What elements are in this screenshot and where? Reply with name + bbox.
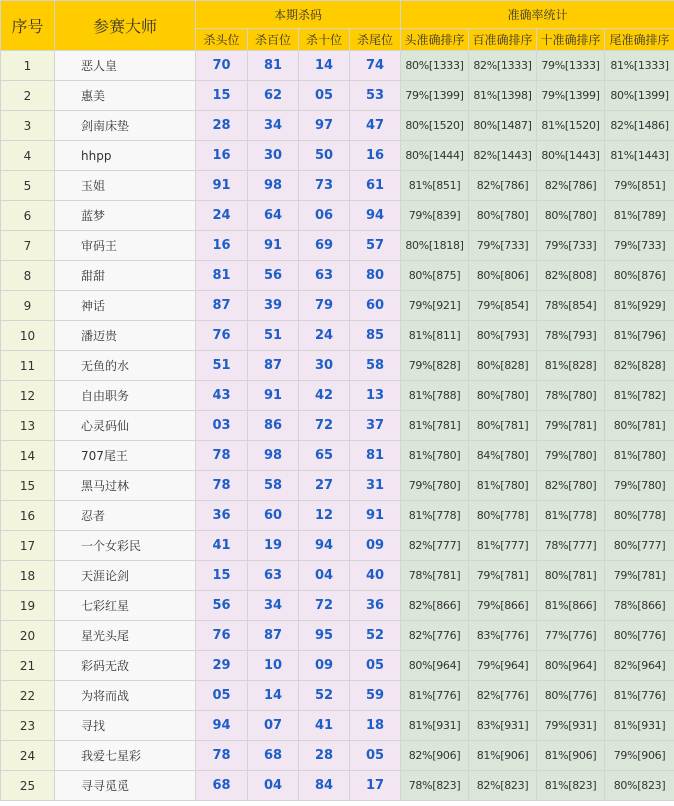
- kill-number: 52: [350, 621, 401, 651]
- accuracy-rank: 80%[776]: [605, 621, 674, 651]
- kill-number: 37: [350, 411, 401, 441]
- accuracy-rank: 83%[931]: [469, 711, 537, 741]
- accuracy-rank: 79%[828]: [401, 351, 469, 381]
- table-row: [1, 531, 674, 561]
- table-row: [1, 111, 674, 141]
- kill-number: 15: [196, 561, 248, 591]
- accuracy-rank: 80%[823]: [605, 771, 674, 801]
- accuracy-rank: 82%[776]: [401, 621, 469, 651]
- header-index: 序号: [1, 1, 55, 51]
- kill-number: 36: [196, 501, 248, 531]
- row-index: 25: [1, 771, 55, 801]
- kill-number: 91: [248, 231, 299, 261]
- kill-number: 16: [196, 231, 248, 261]
- accuracy-rank: 79%[780]: [401, 471, 469, 501]
- kill-number: 78: [196, 471, 248, 501]
- table-row: [1, 621, 674, 651]
- accuracy-rank: 77%[776]: [537, 621, 605, 651]
- header-kill-col: 杀头位: [196, 29, 248, 51]
- kill-number: 86: [248, 411, 299, 441]
- kill-number: 94: [299, 531, 350, 561]
- accuracy-rank: 82%[823]: [469, 771, 537, 801]
- accuracy-rank: 81%[1443]: [605, 141, 674, 171]
- accuracy-rank: 78%[777]: [537, 531, 605, 561]
- kill-number: 63: [299, 261, 350, 291]
- table-row: [1, 381, 674, 411]
- table-row: [1, 711, 674, 741]
- master-name: 无鱼的水: [55, 351, 196, 381]
- accuracy-rank: 82%[786]: [537, 171, 605, 201]
- accuracy-rank: 79%[1399]: [537, 81, 605, 111]
- accuracy-rank: 81%[782]: [605, 381, 674, 411]
- accuracy-rank: 81%[851]: [401, 171, 469, 201]
- accuracy-rank: 80%[1818]: [401, 231, 469, 261]
- accuracy-rank: 80%[777]: [605, 531, 674, 561]
- kill-number: 60: [350, 291, 401, 321]
- accuracy-rank: 80%[1444]: [401, 141, 469, 171]
- accuracy-rank: 83%[776]: [469, 621, 537, 651]
- accuracy-rank: 82%[786]: [469, 171, 537, 201]
- row-index: 23: [1, 711, 55, 741]
- master-name: 为将而战: [55, 681, 196, 711]
- kill-number: 72: [299, 591, 350, 621]
- kill-number: 24: [196, 201, 248, 231]
- kill-number: 51: [196, 351, 248, 381]
- accuracy-rank: 80%[776]: [537, 681, 605, 711]
- kill-number: 68: [248, 741, 299, 771]
- accuracy-rank: 79%[854]: [469, 291, 537, 321]
- accuracy-rank: 80%[806]: [469, 261, 537, 291]
- accuracy-rank: 80%[964]: [401, 651, 469, 681]
- master-name: 我爱七星彩: [55, 741, 196, 771]
- kill-number: 04: [248, 771, 299, 801]
- accuracy-rank: 82%[964]: [605, 651, 674, 681]
- master-name: 蓝梦: [55, 201, 196, 231]
- master-name: 七彩红星: [55, 591, 196, 621]
- accuracy-rank: 79%[906]: [605, 741, 674, 771]
- table-row: [1, 291, 674, 321]
- table-row: [1, 501, 674, 531]
- kill-number: 10: [248, 651, 299, 681]
- accuracy-rank: 80%[876]: [605, 261, 674, 291]
- kill-number: 87: [248, 351, 299, 381]
- master-name: 神话: [55, 291, 196, 321]
- accuracy-rank: 79%[839]: [401, 201, 469, 231]
- accuracy-rank: 80%[828]: [469, 351, 537, 381]
- table-header: [1, 1, 674, 51]
- kill-number: 81: [350, 441, 401, 471]
- accuracy-rank: 81%[1398]: [469, 81, 537, 111]
- accuracy-rank: 78%[781]: [401, 561, 469, 591]
- accuracy-rank: 81%[929]: [605, 291, 674, 321]
- table-row: [1, 441, 674, 471]
- table-row: [1, 261, 674, 291]
- accuracy-rank: 79%[866]: [469, 591, 537, 621]
- accuracy-rank: 82%[776]: [469, 681, 537, 711]
- kill-number: 73: [299, 171, 350, 201]
- accuracy-rank: 80%[781]: [605, 411, 674, 441]
- kill-number: 07: [248, 711, 299, 741]
- accuracy-rank: 79%[781]: [605, 561, 674, 591]
- accuracy-rank: 80%[1520]: [401, 111, 469, 141]
- master-name: hhpp: [55, 141, 196, 171]
- row-index: 13: [1, 411, 55, 441]
- kill-number: 06: [299, 201, 350, 231]
- kill-number: 63: [248, 561, 299, 591]
- kill-number: 03: [196, 411, 248, 441]
- kill-number: 57: [350, 231, 401, 261]
- kill-number: 69: [299, 231, 350, 261]
- row-index: 21: [1, 651, 55, 681]
- kill-number: 04: [299, 561, 350, 591]
- header-accuracy-col: 百准确排序: [469, 29, 537, 51]
- row-index: 8: [1, 261, 55, 291]
- kill-number: 14: [248, 681, 299, 711]
- kill-number: 05: [299, 81, 350, 111]
- accuracy-rank: 82%[808]: [537, 261, 605, 291]
- kill-number: 51: [248, 321, 299, 351]
- row-index: 20: [1, 621, 55, 651]
- accuracy-rank: 80%[781]: [537, 561, 605, 591]
- row-index: 19: [1, 591, 55, 621]
- row-index: 1: [1, 51, 55, 81]
- accuracy-rank: 82%[1333]: [469, 51, 537, 81]
- kill-number: 87: [248, 621, 299, 651]
- accuracy-rank: 79%[780]: [605, 471, 674, 501]
- kill-number: 76: [196, 621, 248, 651]
- accuracy-rank: 79%[781]: [537, 411, 605, 441]
- header-accuracy-col: 头准确排序: [401, 29, 469, 51]
- accuracy-rank: 81%[811]: [401, 321, 469, 351]
- accuracy-rank: 81%[906]: [537, 741, 605, 771]
- header-kill-col: 杀十位: [299, 29, 350, 51]
- accuracy-rank: 81%[788]: [401, 381, 469, 411]
- master-name: 自由职务: [55, 381, 196, 411]
- table-row: [1, 321, 674, 351]
- kill-number: 15: [196, 81, 248, 111]
- row-index: 16: [1, 501, 55, 531]
- accuracy-rank: 80%[778]: [605, 501, 674, 531]
- accuracy-rank: 81%[778]: [401, 501, 469, 531]
- kill-number: 39: [248, 291, 299, 321]
- header-kill-col: 杀尾位: [350, 29, 401, 51]
- accuracy-rank: 81%[781]: [401, 411, 469, 441]
- accuracy-rank: 79%[733]: [605, 231, 674, 261]
- accuracy-rank: 80%[793]: [469, 321, 537, 351]
- kill-number: 30: [299, 351, 350, 381]
- kill-number: 98: [248, 171, 299, 201]
- row-index: 24: [1, 741, 55, 771]
- table-row: [1, 81, 674, 111]
- accuracy-rank: 79%[733]: [469, 231, 537, 261]
- row-index: 9: [1, 291, 55, 321]
- row-index: 22: [1, 681, 55, 711]
- row-index: 3: [1, 111, 55, 141]
- header-master: 参赛大师: [55, 1, 196, 51]
- kill-number: 79: [299, 291, 350, 321]
- kill-number: 13: [350, 381, 401, 411]
- kill-number: 91: [248, 381, 299, 411]
- table-row: [1, 411, 674, 441]
- kill-number: 56: [196, 591, 248, 621]
- accuracy-rank: 81%[789]: [605, 201, 674, 231]
- table-row: [1, 171, 674, 201]
- accuracy-rank: 79%[921]: [401, 291, 469, 321]
- accuracy-rank: 78%[780]: [537, 381, 605, 411]
- table-row: [1, 141, 674, 171]
- kill-number: 95: [299, 621, 350, 651]
- kill-number: 31: [350, 471, 401, 501]
- accuracy-rank: 79%[1399]: [401, 81, 469, 111]
- kill-number: 78: [196, 441, 248, 471]
- kill-number: 91: [350, 501, 401, 531]
- accuracy-rank: 80%[1333]: [401, 51, 469, 81]
- master-name: 审码王: [55, 231, 196, 261]
- kill-number: 72: [299, 411, 350, 441]
- accuracy-rank: 80%[780]: [469, 381, 537, 411]
- accuracy-rank: 82%[828]: [605, 351, 674, 381]
- row-index: 12: [1, 381, 55, 411]
- master-name: 潘迈贵: [55, 321, 196, 351]
- accuracy-rank: 81%[1520]: [537, 111, 605, 141]
- header-kill-group: 本期杀码: [196, 1, 401, 29]
- kill-number: 30: [248, 141, 299, 171]
- kill-number: 19: [248, 531, 299, 561]
- master-name: 剑南床垫: [55, 111, 196, 141]
- kill-number: 42: [299, 381, 350, 411]
- kill-number: 62: [248, 81, 299, 111]
- master-name: 黑马过林: [55, 471, 196, 501]
- accuracy-rank: 82%[906]: [401, 741, 469, 771]
- kill-number: 36: [350, 591, 401, 621]
- kill-number: 91: [196, 171, 248, 201]
- table-row: [1, 231, 674, 261]
- accuracy-rank: 80%[1443]: [537, 141, 605, 171]
- master-name: 惠美: [55, 81, 196, 111]
- accuracy-rank: 82%[780]: [537, 471, 605, 501]
- kill-number: 97: [299, 111, 350, 141]
- accuracy-rank: 81%[796]: [605, 321, 674, 351]
- kill-number: 28: [299, 741, 350, 771]
- accuracy-rank: 84%[780]: [469, 441, 537, 471]
- master-name: 天涯论剑: [55, 561, 196, 591]
- table-row: [1, 591, 674, 621]
- accuracy-rank: 79%[964]: [469, 651, 537, 681]
- row-index: 2: [1, 81, 55, 111]
- master-name: 寻找: [55, 711, 196, 741]
- accuracy-rank: 78%[823]: [401, 771, 469, 801]
- accuracy-rank: 80%[1399]: [605, 81, 674, 111]
- kill-number: 24: [299, 321, 350, 351]
- kill-number: 41: [196, 531, 248, 561]
- row-index: 10: [1, 321, 55, 351]
- table-row: [1, 201, 674, 231]
- table-row: [1, 51, 674, 81]
- kill-number: 74: [350, 51, 401, 81]
- kill-number: 68: [196, 771, 248, 801]
- header-accuracy-col: 十准确排序: [537, 29, 605, 51]
- row-index: 18: [1, 561, 55, 591]
- kill-number: 94: [350, 201, 401, 231]
- kill-number: 12: [299, 501, 350, 531]
- kill-number: 28: [196, 111, 248, 141]
- accuracy-rank: 81%[906]: [469, 741, 537, 771]
- kill-number: 43: [196, 381, 248, 411]
- kill-number: 29: [196, 651, 248, 681]
- kill-number: 05: [350, 651, 401, 681]
- table-row: [1, 741, 674, 771]
- kill-number: 53: [350, 81, 401, 111]
- kill-number: 34: [248, 591, 299, 621]
- kill-number: 27: [299, 471, 350, 501]
- kill-number: 56: [248, 261, 299, 291]
- accuracy-rank: 78%[854]: [537, 291, 605, 321]
- kill-number: 81: [196, 261, 248, 291]
- master-name: 寻寻觅觅: [55, 771, 196, 801]
- kill-number: 05: [196, 681, 248, 711]
- master-name: 忍者: [55, 501, 196, 531]
- master-name: 甜甜: [55, 261, 196, 291]
- kill-number: 58: [248, 471, 299, 501]
- accuracy-rank: 82%[866]: [401, 591, 469, 621]
- accuracy-rank: 80%[778]: [469, 501, 537, 531]
- row-index: 11: [1, 351, 55, 381]
- row-index: 5: [1, 171, 55, 201]
- kill-number: 94: [196, 711, 248, 741]
- accuracy-rank: 79%[733]: [537, 231, 605, 261]
- accuracy-rank: 81%[823]: [537, 771, 605, 801]
- kill-number: 76: [196, 321, 248, 351]
- accuracy-rank: 80%[964]: [537, 651, 605, 681]
- kill-number: 50: [299, 141, 350, 171]
- kill-number: 80: [350, 261, 401, 291]
- header-accuracy-group: 准确率统计: [401, 1, 674, 29]
- accuracy-rank: 80%[781]: [469, 411, 537, 441]
- kill-number: 84: [299, 771, 350, 801]
- accuracy-rank: 80%[875]: [401, 261, 469, 291]
- master-name: 恶人皇: [55, 51, 196, 81]
- accuracy-rank: 82%[777]: [401, 531, 469, 561]
- kill-number: 16: [196, 141, 248, 171]
- kill-number: 78: [196, 741, 248, 771]
- table-row: [1, 561, 674, 591]
- row-index: 17: [1, 531, 55, 561]
- accuracy-rank: 79%[931]: [537, 711, 605, 741]
- accuracy-rank: 79%[851]: [605, 171, 674, 201]
- kill-number: 34: [248, 111, 299, 141]
- kill-number: 41: [299, 711, 350, 741]
- row-index: 6: [1, 201, 55, 231]
- accuracy-rank: 81%[780]: [469, 471, 537, 501]
- master-name: 一个女彩民: [55, 531, 196, 561]
- kill-number: 60: [248, 501, 299, 531]
- row-index: 7: [1, 231, 55, 261]
- kill-number: 59: [350, 681, 401, 711]
- table-row: [1, 771, 674, 801]
- kill-number: 18: [350, 711, 401, 741]
- accuracy-rank: 81%[931]: [401, 711, 469, 741]
- accuracy-rank: 81%[780]: [401, 441, 469, 471]
- accuracy-rank: 80%[780]: [469, 201, 537, 231]
- kill-number: 65: [299, 441, 350, 471]
- kill-number: 40: [350, 561, 401, 591]
- header-kill-col: 杀百位: [248, 29, 299, 51]
- row-index: 4: [1, 141, 55, 171]
- row-index: 15: [1, 471, 55, 501]
- kill-number: 17: [350, 771, 401, 801]
- accuracy-rank: 78%[866]: [605, 591, 674, 621]
- accuracy-rank: 80%[1487]: [469, 111, 537, 141]
- table-body: [1, 51, 674, 801]
- accuracy-rank: 78%[793]: [537, 321, 605, 351]
- table-row: [1, 681, 674, 711]
- master-name: 心灵码仙: [55, 411, 196, 441]
- master-name: 彩码无敌: [55, 651, 196, 681]
- accuracy-rank: 80%[780]: [537, 201, 605, 231]
- kill-number: 47: [350, 111, 401, 141]
- master-name: 707尾王: [55, 441, 196, 471]
- accuracy-rank: 81%[777]: [469, 531, 537, 561]
- accuracy-rank: 79%[780]: [537, 441, 605, 471]
- kill-number: 14: [299, 51, 350, 81]
- row-index: 14: [1, 441, 55, 471]
- accuracy-rank: 81%[778]: [537, 501, 605, 531]
- kill-number: 81: [248, 51, 299, 81]
- header-accuracy-col: 尾准确排序: [605, 29, 674, 51]
- kill-number: 61: [350, 171, 401, 201]
- master-name: 玉姐: [55, 171, 196, 201]
- table-row: [1, 351, 674, 381]
- kill-number: 16: [350, 141, 401, 171]
- kill-number: 05: [350, 741, 401, 771]
- accuracy-rank: 81%[780]: [605, 441, 674, 471]
- kill-number: 70: [196, 51, 248, 81]
- kill-number: 58: [350, 351, 401, 381]
- kill-number: 09: [350, 531, 401, 561]
- kill-number: 87: [196, 291, 248, 321]
- accuracy-rank: 81%[931]: [605, 711, 674, 741]
- kill-number: 09: [299, 651, 350, 681]
- accuracy-rank: 79%[781]: [469, 561, 537, 591]
- accuracy-rank: 81%[828]: [537, 351, 605, 381]
- kill-number: 52: [299, 681, 350, 711]
- kill-number: 98: [248, 441, 299, 471]
- accuracy-rank: 81%[1333]: [605, 51, 674, 81]
- accuracy-rank: 81%[776]: [605, 681, 674, 711]
- accuracy-rank: 81%[866]: [537, 591, 605, 621]
- kill-number: 64: [248, 201, 299, 231]
- accuracy-rank: 82%[1486]: [605, 111, 674, 141]
- accuracy-rank: 82%[1443]: [469, 141, 537, 171]
- accuracy-rank: 81%[776]: [401, 681, 469, 711]
- master-name: 星光头尾: [55, 621, 196, 651]
- table-row: [1, 471, 674, 501]
- kill-number: 85: [350, 321, 401, 351]
- table-row: [1, 651, 674, 681]
- accuracy-rank: 79%[1333]: [537, 51, 605, 81]
